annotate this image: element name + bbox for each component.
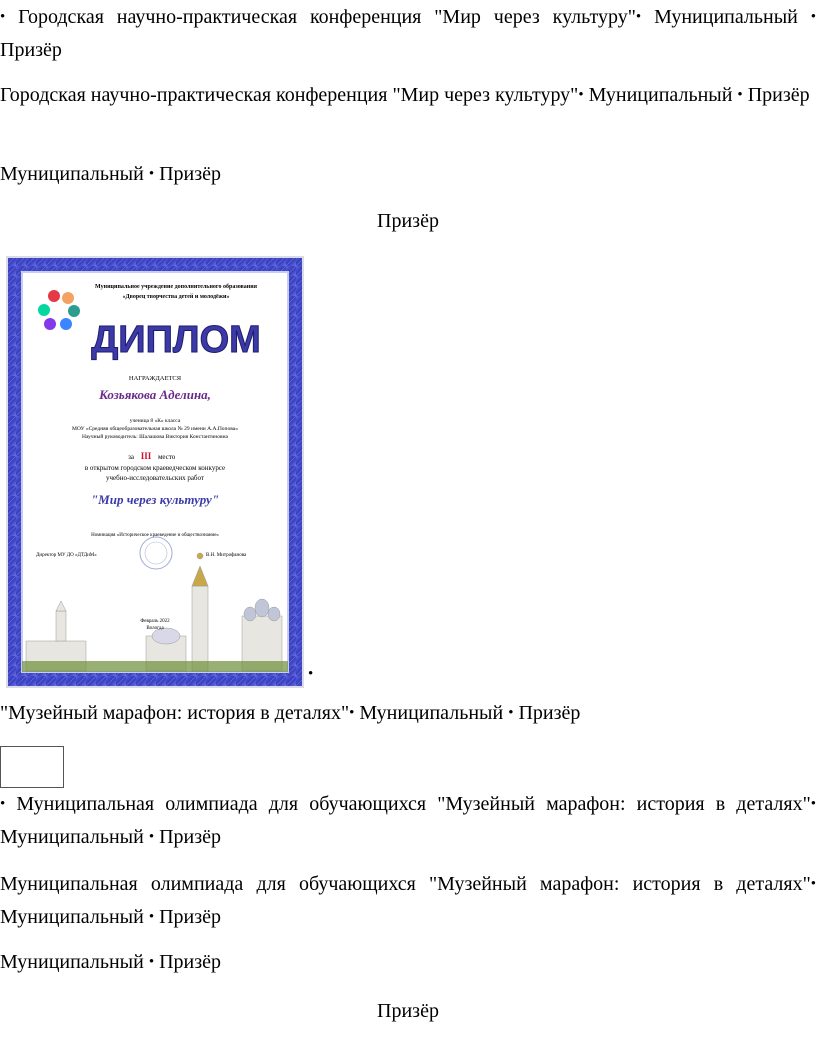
result-text: Призёр <box>747 84 810 106</box>
bullet-icon: • <box>148 166 155 182</box>
event-title: Муниципальная олимпиада для обучающихся "Музейный марафон: история в <box>16 793 726 815</box>
achievement-block-4 <box>0 206 816 237</box>
result-text: Призёр <box>159 163 222 185</box>
level-text: Муниципальный <box>0 163 144 185</box>
result-text: Призёр <box>377 210 439 232</box>
bullet-icon: • <box>349 705 355 721</box>
diploma-name: Козьякова Аделина, <box>99 387 211 402</box>
empty-image-placeholder <box>0 746 64 788</box>
diploma-awarded: НАГРАЖДАЕТСЯ <box>128 375 182 382</box>
achievement-block-9 <box>0 996 816 1027</box>
level-text: Муниципальный <box>359 702 504 724</box>
bullet-icon: • <box>148 829 155 845</box>
event-title: Городская научно-практическая конференция "Мир через культуру" <box>18 6 636 28</box>
event-title: "Музейный марафон: история в деталях" <box>0 702 350 724</box>
achievement-block-8 <box>0 947 816 980</box>
bullet-icon: • <box>148 954 155 970</box>
result-text: Призёр <box>377 1000 439 1022</box>
bullet-icon: • <box>148 909 155 925</box>
bullet-icon: • <box>810 876 816 892</box>
bullet-icon: • <box>0 796 6 812</box>
level-text: Муниципальный <box>0 906 144 928</box>
achievement-block-6 <box>0 789 816 855</box>
result-text: Призёр <box>518 702 581 724</box>
diploma-director: Директор МУ ДО «ДТДиМ» <box>36 553 97 558</box>
bullet-icon: • <box>810 9 816 25</box>
diploma-place-suffix: место <box>158 453 176 461</box>
diploma-school: МОУ «Средняя общеобразовательная школа № 29 имени А.А.Попова» <box>72 426 238 432</box>
event-title: Муниципальная олимпиада для обучающихся "Музейный марафон: история в <box>0 873 724 895</box>
diploma-place: III <box>140 451 152 461</box>
result-text: Призёр <box>0 39 62 61</box>
diploma-org-line2: «Дворец творчества детей и молодёжи» <box>122 294 230 300</box>
diploma-date: Февраль 2022 <box>140 619 170 624</box>
bullet-icon: • <box>810 796 816 812</box>
achievement-block-1 <box>0 2 816 66</box>
achievement-block-7 <box>0 869 816 935</box>
diploma-contest-line2: учебно-исследовательских работ <box>106 474 204 482</box>
result-text: Призёр <box>159 906 222 928</box>
level-text: Муниципальный <box>588 84 733 106</box>
achievement-block-3 <box>0 159 816 192</box>
result-text: Призёр <box>159 951 222 973</box>
diploma-contest-name: "Мир через культуру" <box>90 492 220 507</box>
bullet-icon: • <box>0 9 6 25</box>
diploma-image <box>6 256 304 688</box>
diploma-supervisor: Научный руководитель: Шалашова Виктория Константиновна <box>82 434 228 440</box>
bullet-icon: • <box>508 705 514 721</box>
diploma-city: Вологда <box>146 626 164 631</box>
diploma-nomination: Номинация «Историческое краеведение и обществознание» <box>91 533 219 538</box>
level-text: Муниципальный <box>0 951 144 973</box>
diploma-org-line1: Муниципальное учреждение дополнительного образования <box>95 284 257 290</box>
bullet-icon: • <box>737 87 743 103</box>
bullet-icon: • <box>308 666 314 682</box>
ground-strip <box>22 661 288 672</box>
bullet-icon: • <box>635 9 642 25</box>
diploma-place-prefix: за <box>128 453 134 461</box>
level-text: Муниципальный <box>0 826 144 848</box>
event-title-cont: деталях" <box>736 873 811 895</box>
achievement-block-5 <box>0 698 816 731</box>
diploma-contest-line1: в открытом городском краеведческом конкурсе <box>84 464 226 472</box>
event-title-cont: деталях" <box>736 793 811 815</box>
result-text: Призёр <box>159 826 222 848</box>
diploma-director-name: В.Н. Митрофанова <box>206 553 247 558</box>
bullet-icon: • <box>578 87 584 103</box>
achievement-block-2 <box>0 80 816 113</box>
diploma-student: ученица 8 «К» класса <box>129 418 181 424</box>
diploma-title: ДИПЛОМ <box>91 319 261 361</box>
level-text: Муниципальный <box>654 6 798 28</box>
event-title: Городская научно-практическая конференция "Мир через культуру" <box>0 84 579 106</box>
